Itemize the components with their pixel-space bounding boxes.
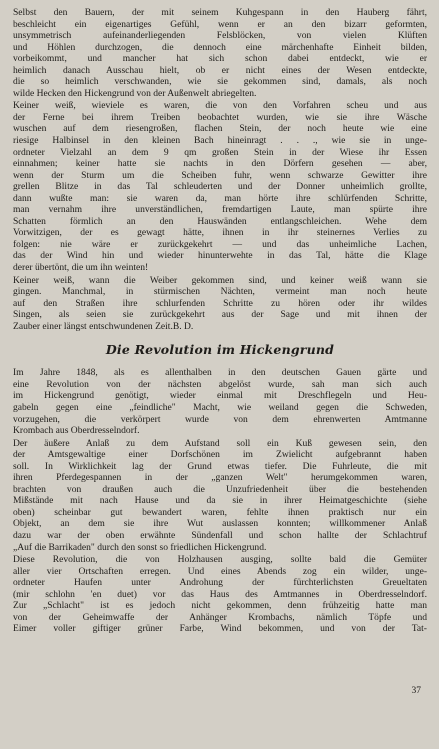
paragraph — [13, 554, 427, 635]
text-line: Keiner weiß, wann die Weiber gekommen sind, und keiner weiß wann sie — [13, 274, 427, 286]
text-line: gingen. Manchmal, in stürmischen Nächten, vermeint man noch heute — [13, 286, 427, 298]
paragraph — [13, 100, 427, 273]
text-line: der Amtsgewaltige einer Dorfschönen im Zwielicht aufgebrannt haben — [13, 449, 427, 461]
text-line: ihren Pferdegespannen in der „ganzen Welt" herumgekommen waren, — [13, 472, 427, 484]
paragraph — [13, 438, 427, 553]
text-line: einnahmen; keiner hatte sie nachts in den Dörfern gesehen — aber, — [13, 158, 427, 170]
text-line: man vernahm ihre unverständlichen, fremdartigen Laute, man spürte ihre — [13, 204, 427, 216]
text-line: Diese Revolution, die von Holzhausen ausging, sollte bald die Gemüter — [13, 554, 427, 566]
section-revolution-text — [13, 367, 427, 635]
page-number: 37 — [411, 686, 421, 696]
text-line: Zur „Schlacht" ist es jedoch nicht gekommen, denn frühzeitig hatte man — [13, 600, 427, 612]
text-line: ordneter Vielzahl an dem 9 qm großen Stein in der Wiese ihr Essen — [13, 146, 427, 158]
text-line: aller vier Ortschaften erregen. Und eines Abends zog ein wilder, unge- — [13, 565, 427, 577]
text-line: grellen Blitze in das Tal schleuderten und der Donner unheimlich grollte, — [13, 181, 427, 193]
text-line: (mir schlohn 'en duet) vor das Haus des Amtmannes in Oberdresselndorf. — [13, 588, 427, 600]
section-heading: Die Revolution im Hickengrund — [105, 342, 335, 358]
text-line: wuschen auf dem riesengroßen, flachen Stein, der noch heute wie eine — [13, 123, 427, 135]
text-line: von der Geheimwaffe der Anhänger Krombachs, nämlich Töpfe und — [13, 611, 427, 623]
text-line: Der äußere Anlaß zu dem Aufstand soll ein Kuß gewesen sein, den — [13, 437, 427, 449]
text-line: der Ferne bei ihrem Treiben beobachtet wurden, wie sie ihre Wäsche — [13, 111, 427, 123]
text-line: Objekt, an dem sie ihre Wut auslassen konnten; willkommener Anlaß — [13, 518, 427, 530]
text-line: Keiner weiß, wieviele es waren, die von den Vorfahren scheu und aus — [13, 100, 427, 112]
text-line: eine Revolution von der nächsten abgelöst wurde, sah man sich auch — [13, 378, 427, 390]
text-line: brachten von draußen auch die Unzufriedenheit über die bestehenden — [13, 483, 427, 495]
text-line: Singen, als seien sie zurückgekehrt aus der Sage und mit ihnen der — [13, 309, 427, 321]
paragraph — [13, 275, 427, 333]
text-line: im Hickengrund genötigt, wieder einmal mit Dreschflegeln und Heu- — [13, 390, 427, 402]
text-line: folgen: nie wäre er zurückgekehrt — und das unheimliche Lachen, — [13, 238, 427, 250]
text-line: auf den Straßen ihre schlurfenden Schritte zu hören oder ihr wildes — [13, 297, 427, 309]
byline-row — [13, 321, 427, 333]
text-line: und Höhlen durchzogen, die dennoch eine märchenhafte Einheit bilden, — [13, 41, 427, 53]
text-line: dann wußte man: sie waren da, man hörte ihre schlürfenden Schritte, — [13, 192, 427, 204]
text-line: gabeln gegen eine „feindliche" Macht, wie weiland gegen die Schweden, — [13, 401, 427, 413]
text-line: wilde Hecken den Hickengrund von der Außenwelt abriegelten. — [13, 87, 257, 99]
text-line: die so heimlich verschwanden, wie sie gekommen sind, damals, als noch — [13, 76, 427, 88]
text-line: Vorwitzigen, der es gewagt hätte, ihnen in ihr steinernes Verlies zu — [13, 227, 427, 239]
author-initials: B. D. — [172, 320, 194, 332]
text-line: ordneter Haufen unter Androhung der fürchterlichsten Greueltaten — [13, 577, 427, 589]
text-line: soll. In Wirklichkeit lag der Grund etwas tiefer. Die Fuhrleute, die mit — [13, 460, 427, 472]
text-line: heimlich danach Ausschau hielt, ob er nicht eines der Wesen entdeckte, — [13, 64, 427, 76]
text-line: Im Jahre 1848, als es allenthalben in den deutschen Gauen gärte und — [13, 367, 427, 379]
text-line: oben) scheinbar gut bewandert waren, fehlte ihnen praktisch nur ein — [13, 506, 427, 518]
text-line: dazu war der oben erwähnte Sündenfall und schon hallte der Schlachtruf — [13, 529, 427, 541]
text-line: wenn der Sturm um die Scheiben fuhr, wenn schwarze Gewitter ihre — [13, 169, 427, 181]
text-line: Selbst den Bauern, der mit seinem Kuhgespann in den Hauberg fährt, — [13, 7, 427, 18]
text-line: Mißstände mit nach Hause und da sie in ihrer Heimatgeschichte (siehe — [13, 495, 427, 507]
text-line: derer übertönt, die um ihn weinten! — [13, 262, 149, 274]
text-line: riesige Halbinsel in den kleinen Bach hineinragt . . ., wie sie in unge- — [13, 135, 427, 147]
text-line: beschleicht ein eigenartiges Gefühl, wenn er an den bizarr geformten, — [13, 18, 427, 30]
text-line: Zauber einer längst entschwundenen Zeit. — [13, 320, 173, 332]
text-line: vorzugehen, die verkörpert wurde von dem ehrenwerten Amtmanne — [13, 413, 427, 425]
text-line: „Auf die Barrikaden" durch den sonst so friedlichen Hickengrund. — [13, 541, 267, 553]
text-line: Eimer voller giftiger grüner Farbe, Wind bekommen, und von der Tat- — [13, 623, 427, 635]
text-line: das der Wind hin und wieder hinunterwehte in das Tal, hätte die Klage — [13, 250, 427, 262]
text-line: unsymmetrisch aufeinanderliegenden Felsblöcken, von vielen Klüften — [13, 30, 427, 42]
section-wilde-weiber-text — [13, 7, 427, 332]
paragraph — [13, 367, 427, 436]
paragraph — [13, 7, 427, 99]
text-line: Krombach aus Oberdresselndorf. — [13, 425, 140, 437]
text-line: vorbeikommt, und mancher hat sich schon dabei entdeckt, wie er — [13, 53, 427, 65]
text-line: Schatten förmlich an den Hauswänden entlangschleichen. Wehe dem — [13, 215, 427, 227]
